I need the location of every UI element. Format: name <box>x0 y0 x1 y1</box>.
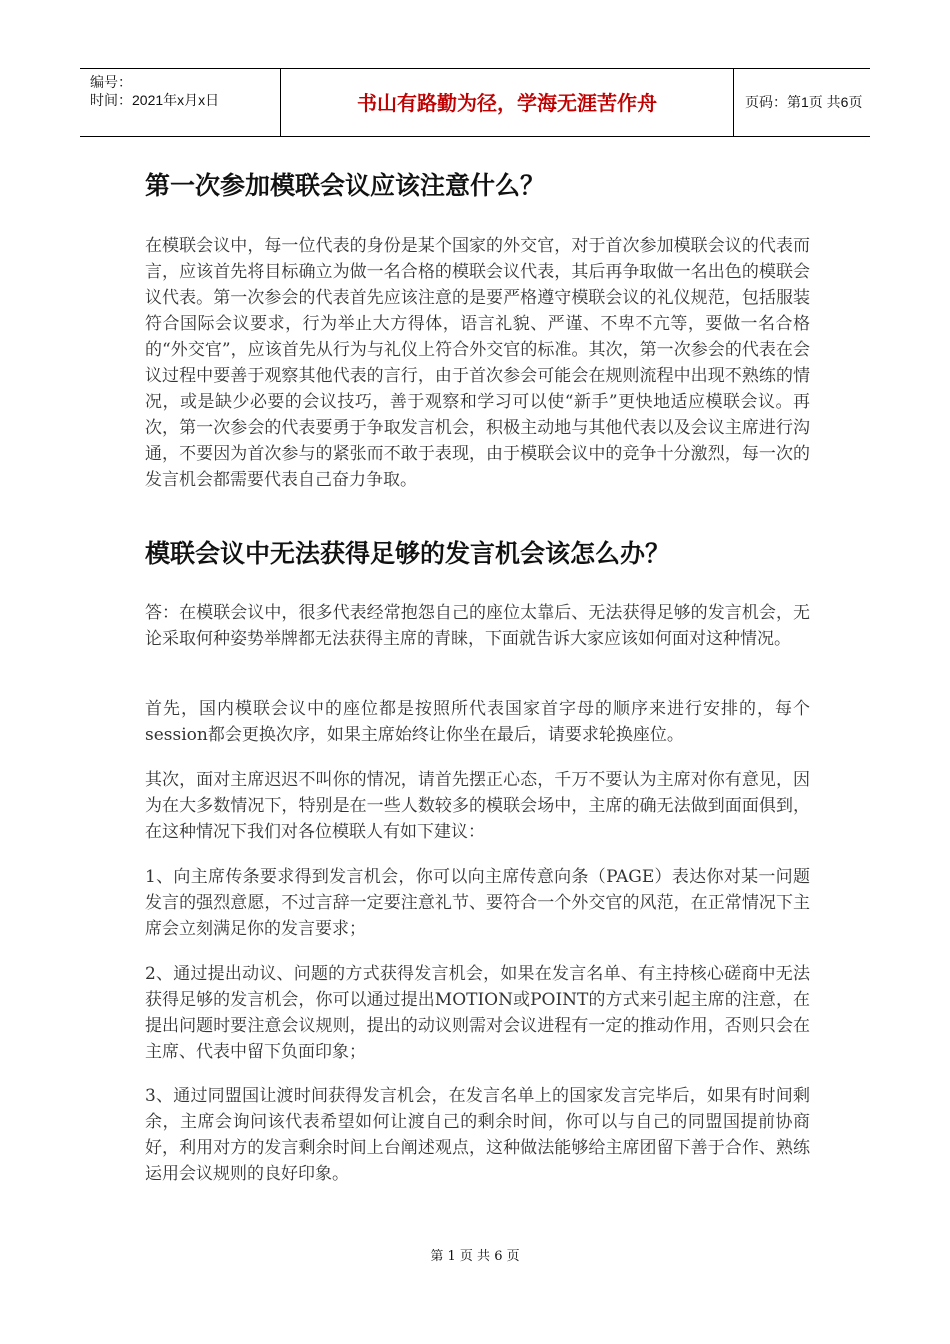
body-paragraph: 3、通过同盟国让渡时间获得发言机会，在发言名单上的国家发言完毕后，如果有时间剩余，主席会询问该代表希望如何让渡自己的剩余时间，你可以与自己的同盟国提前协商好，利用对方的发言剩余时间上台阐述观点，这种做法能够给主席团留下善于合作、熟练运用会议规则的良好印象。 <box>145 1086 810 1184</box>
body-paragraph: 1、向主席传条要求得到发言机会，你可以向主席传意向条（PAGE）表达你对某一问题发言的强烈意愿，不过言辞一定要注意礼节、要符合一个外交官的风范，在正常情况下主席会立刻满足你的发言要求； <box>145 867 810 939</box>
header-page-cell <box>733 69 870 136</box>
body-paragraph: 在模联会议中，每一位代表的身份是某个国家的外交官，对于首次参加模联会议的代表而言，应该首先将目标确立为做一名合格的模联会议代表，其后再争取做一名出色的模联会议代表。第一次参会的代表首先应该注意的是要严格遵守模联会议的礼仪规范，包括服装符合国际会议要求，行为举止大方得体，语言礼貌、严谨、不卑不亢等，要做一名合格的“外交官”，应该首先从行为与礼仪上符合外交官的标准。其次，第一次参会的代表在会议过程中要善于观察其他代表的言行，由于首次参会可能会在规则流程中出现不熟练的情况，或是缺少必要的会议技巧，善于观察和学习可以使“新手”更快地适应模联会议。再次，第一次参会的代表要勇于争取发言机会，积极主动地与其他代表以及会议主席进行沟通，不要因为首次参与的紧张而不敢于表现，由于模联会议中的竞争十分激烈，每一次的发言机会都需要代表自己奋力争取。 <box>145 236 810 490</box>
page-footer: 第 1 页 共 6 页 <box>430 1249 520 1264</box>
section-title: 模联会议中无法获得足够的发言机会该怎么办？ <box>145 539 671 568</box>
body-paragraph: 其次，面对主席迟迟不叫你的情况，请首先摆正心态，千万不要认为主席对你有意见，因为在大多数情况下，特别是在一些人数较多的模联会场中，主席的确无法做到面面俱到，在这种情况下我们对各位模联人有如下建议： <box>145 770 810 842</box>
number-label: 编号： <box>90 74 132 90</box>
header-motto-cell <box>280 69 734 136</box>
body-paragraph: 答：在模联会议中，很多代表经常抱怨自己的座位太靠后、无法获得足够的发言机会，无论采取何种姿势举牌都无法获得主席的青睐，下面就告诉大家应该如何面对这种情况。 <box>145 603 810 649</box>
motto-text: 书山有路勤为径，学海无涯苦作舟 <box>357 91 657 115</box>
body-paragraph: 首先，国内模联会议中的座位都是按照所代表国家首字母的顺序来进行安排的，每个session都会更换次序，如果主席始终让你坐在最后，请要求轮换座位。 <box>145 699 810 745</box>
header-meta-cell <box>80 69 280 136</box>
body-paragraph: 2、通过提出动议、问题的方式获得发言机会，如果在发言名单、有主持核心磋商中无法获得足够的发言机会，你可以通过提出MOTION或POINT的方式来引起主席的注意，在提出问题时要注意会议规则，提出的动议则需对会议进程有一定的推动作用，否则只会在主席、代表中留下负面印象； <box>145 964 810 1062</box>
time-label: 时间：2021年x月x日 <box>90 92 220 108</box>
page-header <box>80 68 870 137</box>
page-info: 页码：第1页 共6页 <box>745 94 863 110</box>
section-title: 第一次参加模联会议应该注意什么？ <box>145 171 546 200</box>
